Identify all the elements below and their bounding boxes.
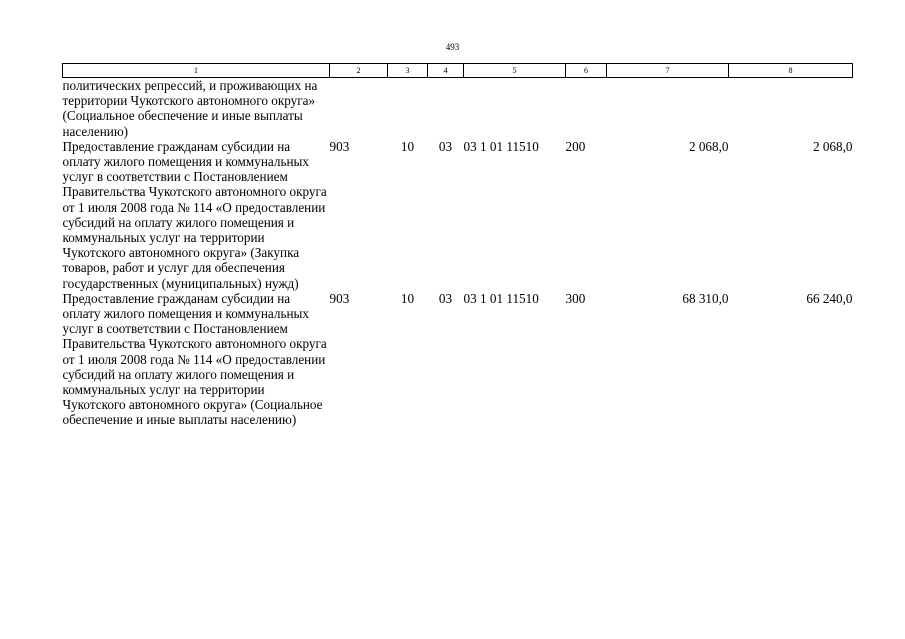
row-target-code [464, 78, 566, 139]
row-expense-type: 300 [565, 290, 586, 306]
header-col-8: 8 [729, 64, 853, 78]
row-target-code: 03 1 01 11510 [463, 290, 539, 306]
table-row [63, 139, 853, 291]
table-row [63, 78, 853, 139]
row-section: 10 [400, 138, 415, 154]
row-subsection: 03 [438, 138, 453, 154]
row-description: Предоставление гражданам субсидии на оплату жилого помещения и коммунальных услуг в соответствии с Постановлением Правительства Чукотского автономного округа от 1 июля 2008 года № 114 «О предоставлении субсидий на оплату жилого помещения и коммунальных услуг на территории Чукотского автономного округа» (Закупка товаров, работ и услуг для обеспечения государственных (муниципальных) нужд) [62, 138, 327, 291]
header-col-4: 4 [428, 64, 464, 78]
header-col-7: 7 [607, 64, 729, 78]
header-col-2: 2 [330, 64, 388, 78]
page-number: 493 [445, 42, 460, 52]
header-col-1: 1 [63, 64, 330, 78]
row-expense-type: 200 [565, 138, 586, 154]
table-row [63, 291, 853, 428]
row-section [388, 78, 428, 139]
row-subsection: 03 [438, 290, 453, 306]
header-col-3: 3 [388, 64, 428, 78]
row-description: Предоставление гражданам субсидии на оплату жилого помещения и коммунальных услуг в соответствии с Постановлением Правительства Чукотского автономного округа от 1 июля 2008 года № 114 «О предоставлении субсидий на оплату жилого помещения и коммунальных услуг на территории Чукотского автономного округа» (Социальное обеспечение и иные выплаты населению) [62, 290, 327, 428]
header-col-5: 5 [464, 64, 566, 78]
row-amount-2 [729, 78, 853, 139]
budget-table [62, 63, 853, 428]
row-amount-2: 2 068,0 [812, 138, 853, 154]
row-expense-type [566, 78, 607, 139]
header-col-6: 6 [566, 64, 607, 78]
row-amount-2: 66 240,0 [806, 290, 853, 306]
row-admin-code [330, 78, 388, 139]
row-amount-1: 68 310,0 [682, 290, 729, 306]
row-amount-1 [607, 78, 729, 139]
row-section: 10 [400, 290, 415, 306]
row-subsection [428, 78, 464, 139]
row-amount-1: 2 068,0 [688, 138, 729, 154]
row-target-code: 03 1 01 11510 [463, 138, 539, 154]
header-row [63, 64, 853, 78]
row-admin-code: 903 [329, 290, 350, 306]
row-admin-code: 903 [329, 138, 350, 154]
row-description: политических репрессий, и проживающих на территории Чукотского автономного округа» (Социальное обеспечение и иные выплаты населению) [62, 78, 318, 139]
